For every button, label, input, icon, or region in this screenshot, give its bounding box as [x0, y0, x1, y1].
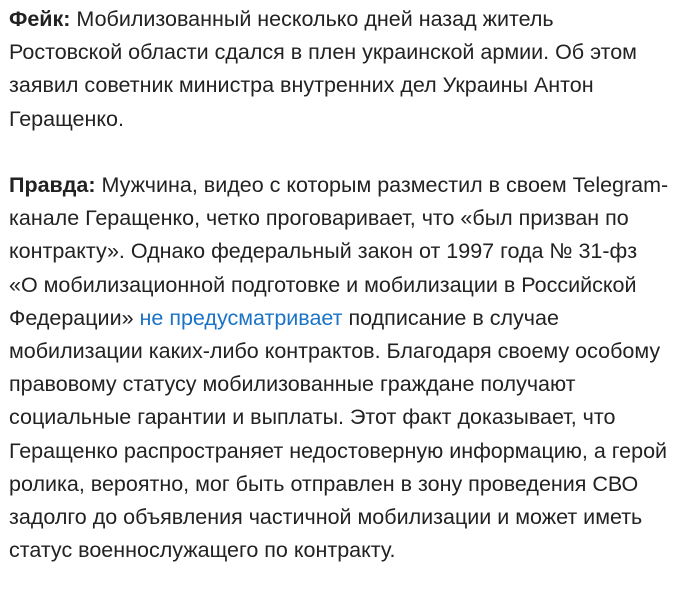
fake-text: Мобилизованный несколько дней назад житель Ростовской области сдался в плен украинской армии. Об этом заявил советник министра внутренних дел Украины Антон Геращенко.	[9, 7, 637, 131]
law-link[interactable]: не предусматривает	[139, 305, 343, 330]
truth-label: Правда:	[9, 173, 96, 197]
truth-paragraph	[9, 169, 669, 567]
fake-label: Фейк:	[9, 7, 71, 31]
truth-text-before-link: Мужчина, видео с которым разместил в своем Telegram-канале Геращенко, четко проговаривает, что «был призван по контракту». Однако федеральный закон от 1997 года № 31-фз «О мобилизационной подготовке и мобилизации в Российской Федерации»	[9, 173, 669, 330]
truth-text-after-link: подписание в случае мобилизации каких-либо контрактов. Благодаря своему особому правовому статусу мобилизованные граждане получают социальные гарантии и выплаты. Этот факт доказывает, что Геращенко распространяет недостоверную информацию, а герой ролика, вероятно, мог быть отправлен в зону проведения СВО задолго до объявления частичной мобилизации и может иметь статус военнослужащего по контракту.	[9, 305, 668, 563]
fake-paragraph	[9, 3, 669, 136]
